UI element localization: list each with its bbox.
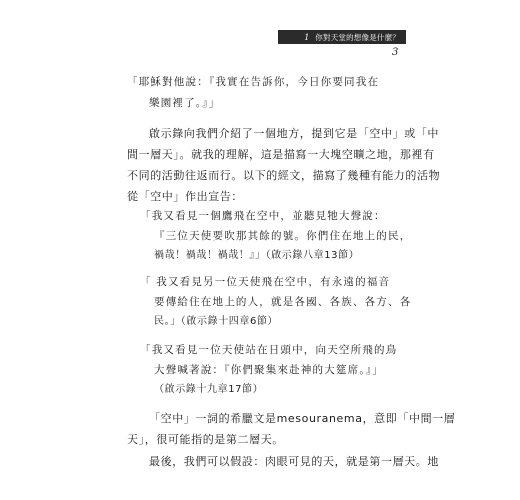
page-number: 3 (392, 47, 399, 58)
quote-revelation-14-6 (140, 272, 411, 332)
quote-line: 禍哉！禍哉！禍哉！』」（啟示錄八章13節） (154, 250, 360, 261)
quote-line: 「耶穌對他說：『我實在告訴你，今日你要同我在 (127, 76, 380, 88)
paragraph-last (127, 451, 439, 472)
chapter-title: 你對天堂的想像是什麼？ (315, 32, 400, 42)
paragraph-line: 啟示錄向我們介紹了一個地方，提到它是「空中」或「中 (149, 127, 439, 140)
quote-revelation-19-17 (140, 340, 397, 400)
paragraph-intro (127, 123, 440, 207)
paragraph-line: 天」，很可能指的是第二層天。 (127, 433, 284, 446)
quote-revelation-8-13 (140, 206, 411, 266)
running-header (278, 30, 406, 44)
paragraph-line: 不同的活動往返而行。以下的經文，描寫了幾種有能力的活物 (127, 169, 441, 182)
paragraph-line: 間一層天」。就我的理解，這是描寫一大塊空曠之地，那裡有 (127, 148, 435, 161)
quote-line: 『三位天使要吹那其餘的號。你們住在地上的民， (154, 230, 412, 242)
quote-line: 民。」（啟示錄十四章6節） (154, 316, 279, 327)
paragraph-greek (127, 408, 455, 450)
paragraph-line: 最後，我們可以假設：肉眼可見的天，就是第一層天。地 (149, 455, 439, 468)
paragraph-line: 「空中」一詞的希臘文是mesouranema，意即「中間一層 (149, 412, 456, 425)
quote-line: 「我又看見一位天使站在日頭中，向天空所飛的鳥 (140, 344, 398, 356)
quote-jesus (127, 72, 379, 114)
quote-line: （啟示錄十九章17節） (154, 384, 264, 395)
quote-line: 「我又看見一個鷹飛在空中，並聽見牠大聲說： (140, 210, 386, 222)
paragraph-line: 從「空中」作出宣告： (127, 190, 243, 203)
quote-line: 大聲喊著說：『你們聚集來赴神的大筵席。』」 (154, 364, 384, 376)
chapter-number: 1 (304, 32, 310, 42)
quote-line: 樂園裡了。』」 (149, 97, 221, 109)
quote-line: 「 我又看見另一位天使飛在空中，有永遠的福音 (140, 276, 391, 288)
quote-line: 要傳給住在地上的人，就是各國、各族、各方、各 (154, 296, 412, 308)
